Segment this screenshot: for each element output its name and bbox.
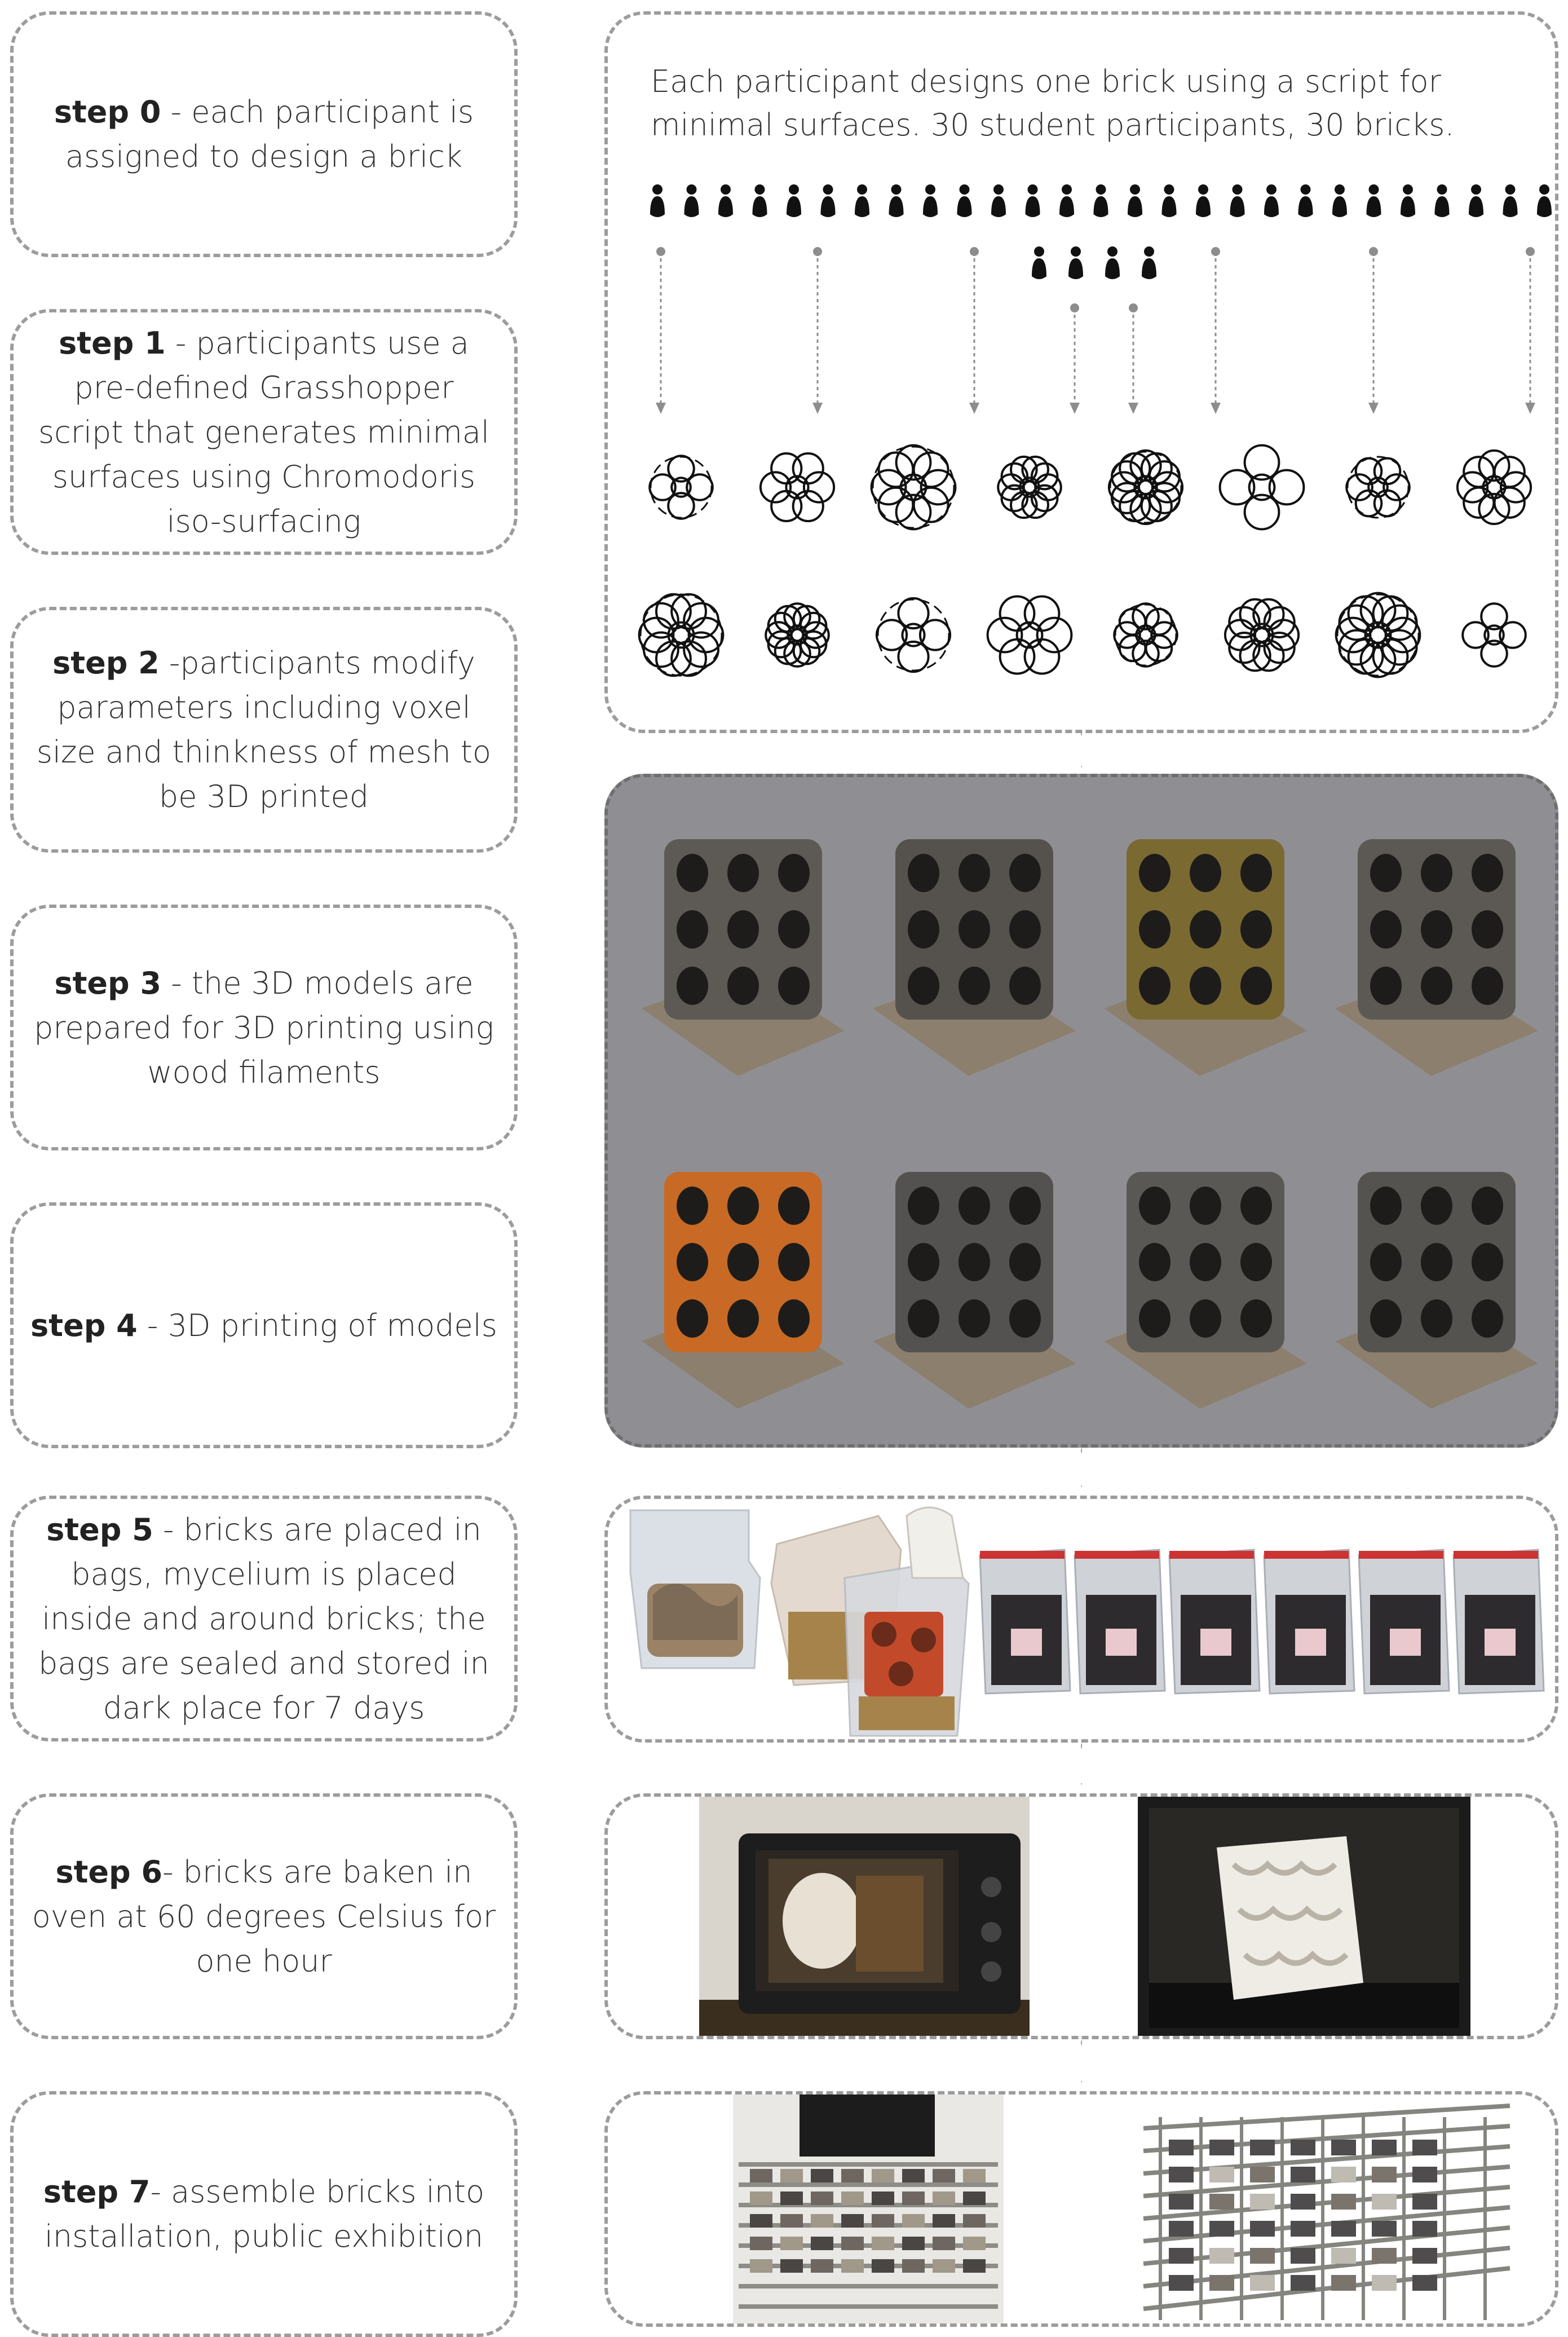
- participant-icon: [1196, 184, 1211, 217]
- step-description: - assemble bricks into installation, public exhibition: [44, 2174, 485, 2254]
- mycelium-bags-panel: [604, 1496, 1558, 1743]
- brick-in-shelf: [1169, 2140, 1194, 2155]
- minimal-surface-pattern-12-icon: [988, 596, 1072, 673]
- brick-in-shelf: [1372, 2221, 1397, 2237]
- participant-icon: [1059, 184, 1074, 217]
- connector-arrow: [1079, 1445, 1082, 1497]
- participant-icon: [684, 184, 699, 217]
- participant-icon: [1367, 184, 1381, 217]
- design-panel: [604, 11, 1558, 733]
- brick-in-shelf: [872, 2169, 894, 2182]
- step-label: step 3: [54, 965, 162, 1001]
- participant-icon: [1401, 184, 1415, 217]
- brick-in-shelf: [811, 2214, 833, 2228]
- sealed-bag: [980, 1550, 1070, 1694]
- sealed-bag: [1264, 1550, 1354, 1694]
- participant-icon: [1105, 246, 1120, 279]
- brick-in-shelf: [1250, 2167, 1275, 2182]
- brick-in-shelf: [841, 2237, 864, 2250]
- brick-in-shelf: [902, 2214, 925, 2228]
- brick-in-shelf: [1372, 2194, 1397, 2210]
- brick-in-shelf: [1291, 2167, 1315, 2182]
- connector-arrow: [1079, 1740, 1082, 1794]
- step-description: - 3D printing of models: [137, 1307, 497, 1343]
- step-7-box: [10, 2091, 518, 2337]
- brick-in-shelf: [933, 2169, 955, 2182]
- brick-in-shelf: [963, 2169, 986, 2182]
- participant-icon: [1032, 246, 1046, 279]
- minimal-surface-pattern-6-icon: [1220, 446, 1304, 530]
- printed-brick: [1335, 839, 1538, 1076]
- brick-in-shelf: [841, 2214, 864, 2228]
- connector-arrow: [1079, 2037, 1082, 2092]
- participant-icon: [718, 184, 733, 217]
- step-label: step 1: [59, 325, 166, 361]
- step-label: step 5: [46, 1511, 153, 1547]
- brick-in-shelf: [1250, 2275, 1275, 2291]
- brick-in-shelf: [1291, 2194, 1315, 2210]
- brick-in-shelf: [963, 2214, 986, 2228]
- minimal-surface-pattern-3-icon: [872, 446, 956, 530]
- participant-icon: [1128, 184, 1142, 217]
- brick-in-shelf: [841, 2192, 864, 2205]
- installation-photos: [608, 2095, 1555, 2326]
- brick-in-shelf: [780, 2169, 803, 2182]
- intro-text: Each participant designs one brick using a script for minimal surfaces. 30 student participants, 30 bricks.: [651, 64, 1455, 143]
- brick-in-shelf: [750, 2237, 772, 2250]
- step-4-box: [10, 1202, 518, 1448]
- participant-icon: [650, 184, 665, 217]
- brick-in-shelf: [1372, 2167, 1397, 2182]
- mapping-arrow: [1070, 303, 1080, 414]
- step-6-box: [10, 1793, 518, 2039]
- shelf-board: [739, 2203, 998, 2207]
- brick-in-shelf: [872, 2214, 894, 2228]
- participant-icon: [1298, 184, 1313, 217]
- brick-in-shelf: [780, 2192, 803, 2205]
- brick-in-shelf: [933, 2192, 955, 2205]
- brick-in-shelf: [811, 2169, 833, 2182]
- brick-in-shelf: [1412, 2248, 1437, 2264]
- brick-in-shelf: [872, 2237, 894, 2250]
- brick-in-shelf: [1331, 2248, 1356, 2264]
- brick-in-shelf: [902, 2259, 925, 2273]
- brick-in-shelf: [1169, 2167, 1194, 2182]
- printed-bricks-panel: [604, 774, 1558, 1448]
- brick-in-shelf: [872, 2259, 894, 2273]
- brick-in-shelf: [1169, 2194, 1194, 2210]
- participant-icon: [1503, 184, 1518, 217]
- brick-in-shelf: [902, 2237, 925, 2250]
- participant-icon: [1435, 184, 1450, 217]
- brick-in-shelf: [841, 2169, 864, 2182]
- brick-in-shelf: [841, 2259, 864, 2273]
- brick-in-shelf: [1331, 2221, 1356, 2237]
- participant-icon: [1264, 184, 1279, 217]
- printed-brick: [1104, 1172, 1307, 1409]
- printed-brick: [642, 839, 845, 1076]
- step-label: step 0: [54, 94, 161, 130]
- step-1-box: [10, 309, 518, 555]
- oven-panel: [604, 1793, 1558, 2039]
- step-description: -participants modify parameters including voxel size and thinkness of mesh to be 3D printed: [36, 645, 492, 814]
- minimal-surface-pattern-1-icon: [650, 456, 713, 519]
- sealed-bag: [1454, 1550, 1544, 1694]
- brick-in-shelf: [1209, 2275, 1234, 2291]
- printed-brick: [1335, 1172, 1538, 1409]
- brick-in-shelf: [1250, 2221, 1275, 2237]
- brick-in-shelf: [1412, 2221, 1437, 2237]
- minimal-surface-pattern-13-icon: [1114, 603, 1177, 667]
- sealed-bag: [1169, 1550, 1260, 1694]
- brick-in-shelf: [780, 2214, 803, 2228]
- connector-arrow: [1079, 729, 1082, 776]
- participant-icon: [1094, 184, 1108, 217]
- minimal-surface-pattern-14-icon: [1225, 599, 1298, 671]
- participant-icon: [1469, 184, 1483, 217]
- brick-in-shelf: [1412, 2275, 1437, 2291]
- shelf-board: [739, 2264, 998, 2268]
- brick-in-shelf: [1291, 2275, 1315, 2291]
- mycelium-bags-photo: [608, 1499, 1555, 1741]
- brick-in-shelf: [1209, 2167, 1234, 2182]
- printed-bricks-illustration: [608, 777, 1555, 1445]
- minimal-surface-pattern-15-icon: [1336, 593, 1420, 677]
- brick-in-shelf: [1331, 2275, 1356, 2291]
- brick-in-shelf: [1291, 2248, 1315, 2264]
- brick-in-shelf: [1250, 2140, 1275, 2155]
- step-label: step 4: [30, 1307, 138, 1343]
- brick-in-shelf: [1169, 2248, 1194, 2264]
- brick-in-shelf: [1209, 2194, 1234, 2210]
- brick-in-shelf: [1291, 2221, 1315, 2237]
- step-label: step 6: [55, 1854, 163, 1890]
- mapping-arrow: [1525, 247, 1535, 414]
- participant-icon: [889, 184, 904, 217]
- brick-in-shelf: [750, 2214, 772, 2228]
- printed-brick: [873, 839, 1076, 1076]
- shelf-board: [739, 2182, 998, 2187]
- mapping-arrow: [1211, 247, 1221, 414]
- brick-in-shelf: [963, 2192, 986, 2205]
- step-description: - bricks are baken in oven at 60 degrees Celsius for one hour: [32, 1854, 496, 1979]
- brick-in-shelf: [1209, 2221, 1234, 2237]
- oven-baking-photos: [608, 1797, 1555, 2039]
- brick-in-shelf: [1372, 2248, 1397, 2264]
- brick-in-shelf: [750, 2192, 772, 2205]
- brick-in-shelf: [1250, 2194, 1275, 2210]
- mapping-arrow: [969, 247, 979, 414]
- participant-icon: [1162, 184, 1177, 217]
- brick-in-shelf: [872, 2192, 894, 2205]
- brick-in-shelf: [750, 2259, 772, 2273]
- participant-icon: [821, 184, 836, 217]
- sealed-bag: [1359, 1550, 1449, 1694]
- participant-icon: [855, 184, 869, 217]
- minimal-surface-pattern-11-icon: [877, 598, 950, 672]
- participant-icon: [923, 184, 938, 217]
- participant-icon: [991, 184, 1006, 217]
- participant-icon: [1142, 246, 1156, 279]
- shelf-board: [739, 2284, 998, 2289]
- participant-icon: [753, 184, 767, 217]
- step-0-box: [10, 11, 518, 257]
- step-description: - bricks are placed in bags, mycelium is placed inside and around bricks; the bags are sealed and stored in dark place for 7 days: [38, 1511, 489, 1726]
- minimal-surface-pattern-8-icon: [1457, 451, 1531, 524]
- participant-icon: [1068, 246, 1083, 279]
- minimal-surface-pattern-7-icon: [1346, 457, 1410, 518]
- minimal-surface-pattern-5-icon: [1109, 451, 1182, 524]
- brick-in-shelf: [1372, 2275, 1397, 2291]
- sealed-bag: [1075, 1550, 1165, 1694]
- brick-in-shelf: [1169, 2275, 1194, 2291]
- printed-brick: [1104, 839, 1307, 1076]
- brick-in-shelf: [963, 2259, 986, 2273]
- brick-in-shelf: [1209, 2140, 1234, 2155]
- brick-in-shelf: [1169, 2221, 1194, 2237]
- shelf-board: [739, 2162, 998, 2167]
- minimal-surface-pattern-10-icon: [766, 603, 829, 667]
- brick-in-shelf: [1372, 2140, 1397, 2155]
- step-label: step 2: [52, 645, 160, 681]
- step-description: - each participant is assigned to design a brick: [65, 94, 474, 174]
- brick-in-shelf: [933, 2259, 955, 2273]
- participant-icon: [1537, 184, 1552, 217]
- participant-icon: [1230, 184, 1245, 217]
- brick-in-shelf: [902, 2192, 925, 2205]
- participant-icon: [1026, 184, 1040, 217]
- shelf-board: [739, 2243, 998, 2248]
- shelf-board: [739, 2304, 998, 2309]
- mapping-arrow: [1128, 303, 1138, 414]
- step-label: step 7: [43, 2174, 151, 2210]
- minimal-surface-pattern-9-icon: [639, 594, 723, 676]
- brick-in-shelf: [963, 2237, 986, 2250]
- shelf-board: [739, 2223, 998, 2228]
- brick-in-shelf: [780, 2237, 803, 2250]
- step-description: - participants use a pre-defined Grasshopper script that generates minimal surfaces using Chromodoris iso-surfacing: [38, 325, 490, 539]
- brick-in-shelf: [1250, 2248, 1275, 2264]
- brick-in-shelf: [780, 2259, 803, 2273]
- brick-in-shelf: [933, 2237, 955, 2250]
- minimal-surface-pattern-2-icon: [761, 453, 834, 521]
- brick-in-shelf: [1331, 2194, 1356, 2210]
- participant-icon: [957, 184, 972, 217]
- brick-in-shelf: [1412, 2194, 1437, 2210]
- step-description: - the 3D models are prepared for 3D printing using wood filaments: [34, 965, 494, 1090]
- brick-in-shelf: [750, 2169, 772, 2182]
- step-5-box: [10, 1496, 518, 1741]
- printed-brick: [642, 1172, 845, 1409]
- brick-in-shelf: [1209, 2248, 1234, 2264]
- brick-in-shelf: [811, 2192, 833, 2205]
- brick-in-shelf: [1412, 2167, 1437, 2182]
- brick-in-shelf: [811, 2259, 833, 2273]
- participant-icon: [1332, 184, 1347, 217]
- brick-in-shelf: [1412, 2140, 1437, 2155]
- brick-in-shelf: [1331, 2140, 1356, 2155]
- minimal-surface-pattern-4-icon: [998, 457, 1061, 518]
- step-2-box: [10, 607, 518, 853]
- brick-in-shelf: [811, 2237, 833, 2250]
- mapping-arrow: [656, 247, 666, 414]
- printed-brick: [873, 1172, 1076, 1409]
- mapping-arrow: [1368, 247, 1379, 414]
- participant-diagram: [608, 15, 1555, 691]
- participant-icon: [787, 184, 801, 217]
- brick-in-shelf: [1291, 2140, 1315, 2155]
- mapping-arrow: [812, 247, 823, 414]
- step-3-box: [10, 905, 518, 1150]
- brick-in-shelf: [933, 2214, 955, 2228]
- installation-panel: [604, 2091, 1558, 2327]
- brick-in-shelf: [902, 2169, 925, 2182]
- brick-in-shelf: [1331, 2167, 1356, 2182]
- minimal-surface-pattern-16-icon: [1463, 603, 1526, 667]
